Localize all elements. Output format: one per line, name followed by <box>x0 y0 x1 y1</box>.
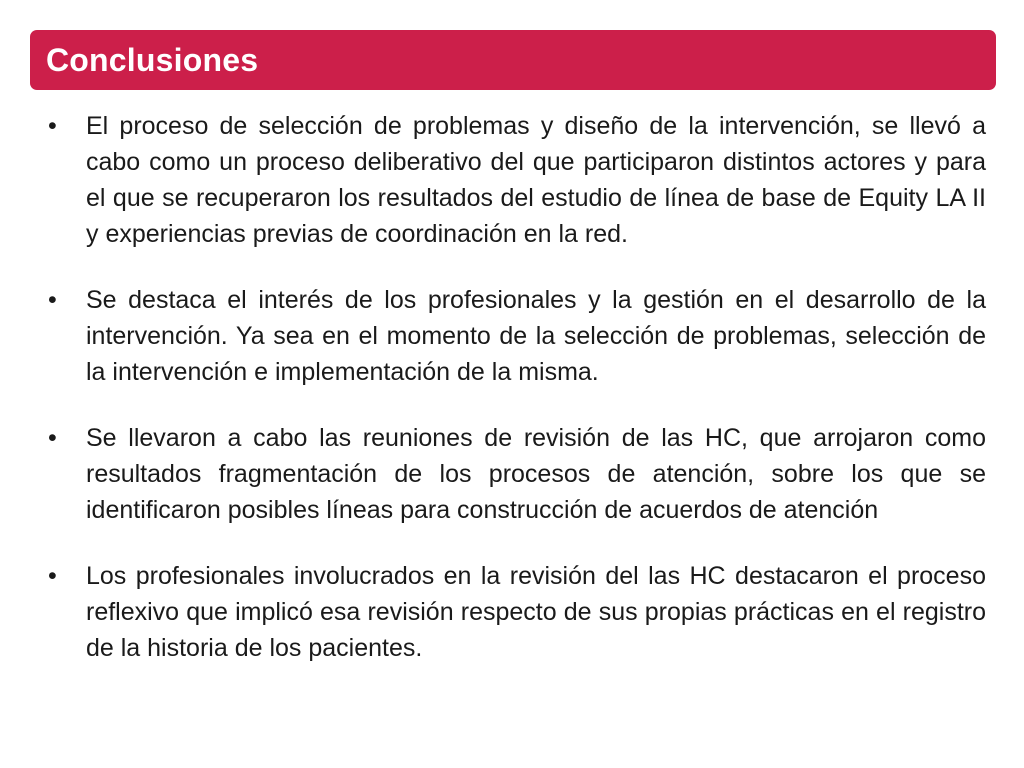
bullet-text: Los profesionales involucrados en la revisión del las HC destacaron el proceso reflexivo que implicó esa revisión respecto de sus propias prácticas en el registro de la historia de los pacientes. <box>86 562 986 662</box>
bullet-dot-icon: • <box>48 286 57 314</box>
title-bar <box>30 30 996 90</box>
bullet-text: Se llevaron a cabo las reuniones de revisión de las HC, que arrojaron como resultados fragmentación de los procesos de atención, sobre los que se identificaron posibles líneas para construcción de acuerdos de atención <box>86 424 986 524</box>
bullet-text: El proceso de selección de problemas y diseño de la intervención, se llevó a cabo como un proceso deliberativo del que participaron distintos actores y para el que se recuperaron los resultados del estudio de línea de base de Equity LA II y experiencias previas de coordinación en la red. <box>86 112 986 248</box>
bullet-item <box>48 420 986 528</box>
bullet-dot-icon: • <box>48 112 57 140</box>
bullet-dot-icon: • <box>48 562 57 590</box>
bullet-item <box>48 108 986 252</box>
bullet-item <box>48 558 986 666</box>
bullet-list <box>48 108 986 696</box>
slide-title: Conclusiones <box>46 42 259 78</box>
bullet-text: Se destaca el interés de los profesionales y la gestión en el desarrollo de la intervención. Ya sea en el momento de la selección de problemas, selección de la intervención e implementación de la misma. <box>86 286 986 386</box>
bullet-item <box>48 282 986 390</box>
bullet-dot-icon: • <box>48 424 57 452</box>
